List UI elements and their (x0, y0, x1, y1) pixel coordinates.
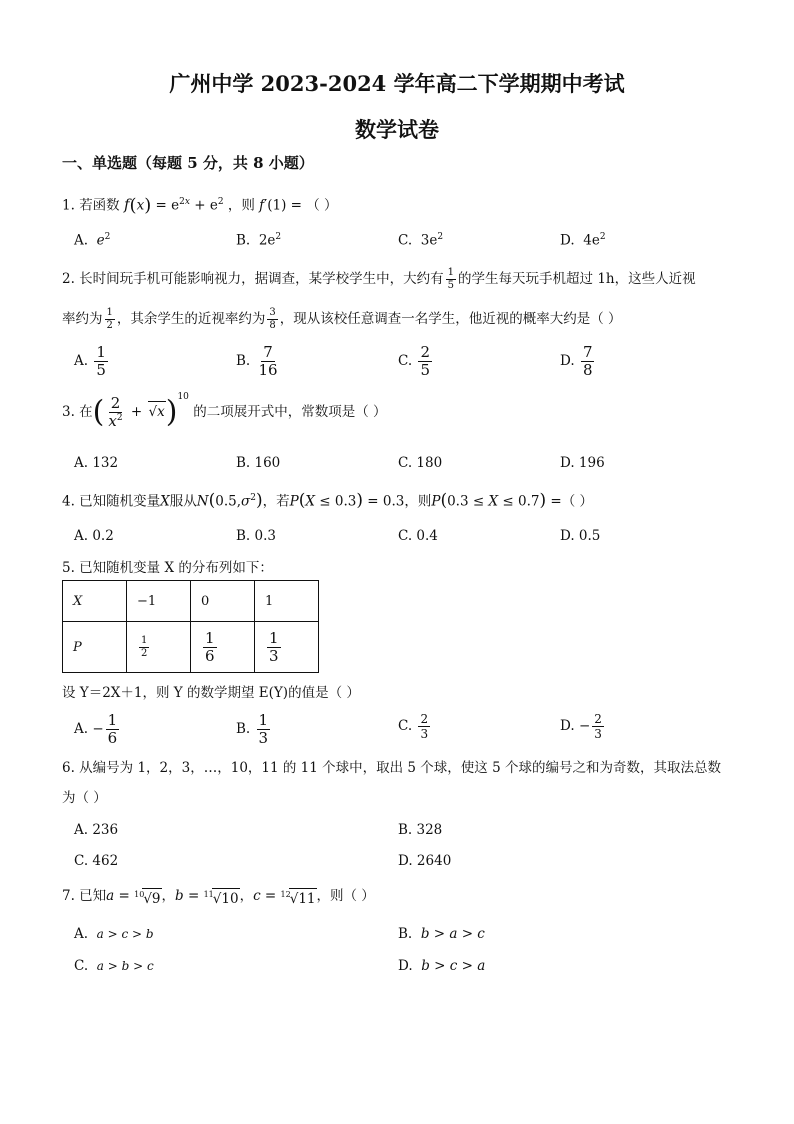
q1-option-a[interactable]: A. $e^2$ (74, 232, 111, 249)
table-cell: −1 (127, 581, 191, 622)
q4-option-d[interactable]: D. 0.5 (560, 528, 601, 544)
q1-option-b[interactable]: B. $2e^2$ (236, 232, 282, 249)
question-2-line-2: 率约为 $\frac{1}{2}$ ，其余学生的近视率约为 $\frac{3}{8}$ ，现从该校任意调查一名学生，他近视的概率大约是（ ） (62, 307, 622, 331)
question-4: 4. 已知随机变量X服从$N(0.5,\sigma^2)$，若P(X ≤ 0.3) = 0.3，则P(0.3 ≤ X ≤ 0.7) =（ ） (62, 490, 594, 511)
q5-option-d[interactable]: D. − $\frac{2}{3}$ (560, 712, 602, 741)
table-cell: P (63, 622, 127, 673)
q4-option-c[interactable]: C. 0.4 (398, 528, 438, 544)
q7-option-b[interactable]: B. b > a > c (398, 926, 485, 942)
question-6-line-1: 6. 从编号为 1，2，3，…，10，11 的 11 个球中，取出 5 个球，使这 5 个球的编号之和为奇数，其取法总数 (62, 760, 721, 776)
q7-option-c[interactable]: C. a > b > c (74, 958, 154, 974)
q5-option-a[interactable]: A. − $\frac{1}{6}$ (74, 711, 118, 747)
q4-option-a[interactable]: A. 0.2 (74, 528, 114, 544)
section-heading: 一、单选题（每题 5 分，共 8 小题） (62, 154, 314, 172)
question-3: 3. 在( $\frac{2}{x^2}$ + √x )$^{10}$ 的二项展开式中，常数项是（ ） (62, 391, 387, 430)
question-6-line-2: 为（ ） (62, 790, 107, 806)
question-5-followup: 设 Y＝2X＋1，则 Y 的数学期望 E(Y)的值是（ ） (62, 685, 360, 701)
table-cell: $\frac{1}{2}$ (127, 622, 191, 673)
q2-option-c[interactable]: C. $\frac{2}{5}$ (398, 343, 430, 379)
q7-option-d[interactable]: D. b > c > a (398, 958, 486, 974)
page-subtitle: 数学试卷 (355, 117, 439, 142)
q2-option-b[interactable]: B. $\frac{7}{16}$ (236, 343, 278, 379)
q1-post: （ ） (306, 197, 338, 214)
q1-option-d[interactable]: D. $4e^2$ (560, 232, 606, 249)
q3-option-b[interactable]: B. 160 (236, 455, 281, 471)
q1-num: 1. (62, 197, 75, 214)
question-1: 1. 若函数 $f(x) = e^{2x} + e^2$ ，则 f′(1) = （ ） (62, 195, 338, 216)
question-7: 7. 已知a = 10 √9 ，b = 11 √10 ，c = 12 √11 ，则（ ） (62, 888, 375, 907)
q6-option-a[interactable]: A. 236 (74, 822, 119, 838)
q6-option-b[interactable]: B. 328 (398, 822, 443, 838)
table-cell: 1 (255, 581, 319, 622)
table-cell: X (63, 581, 127, 622)
table-row (63, 622, 319, 673)
q5-option-c[interactable]: C. $\frac{2}{3}$ (398, 712, 429, 741)
table-row (63, 581, 319, 622)
q1-pre: 若函数 (79, 197, 120, 214)
q1-mid: ，则 (227, 197, 255, 214)
question-2-line-1: 2. 长时间玩手机可能影响视力，据调查，某学校学生中，大约有 $\frac{1}{5}$ 的学生每天玩手机超过 1h，这些人近视 (62, 267, 696, 291)
table-cell: 0 (191, 581, 255, 622)
question-5: 5. 已知随机变量 X 的分布列如下： (62, 560, 273, 576)
q6-option-d[interactable]: D. 2640 (398, 853, 452, 869)
q2-option-a[interactable]: A. $\frac{1}{5}$ (74, 343, 106, 379)
q4-option-b[interactable]: B. 0.3 (236, 528, 276, 544)
table-cell: $\frac{1}{6}$ (191, 622, 255, 673)
q1-func: f (123, 195, 130, 214)
q3-option-d[interactable]: D. 196 (560, 455, 605, 471)
distribution-table (62, 580, 319, 673)
q5-option-b[interactable]: B. $\frac{1}{3}$ (236, 711, 269, 747)
q6-option-c[interactable]: C. 462 (74, 853, 119, 869)
page-title: 广州中学 2023-2024 学年高二下学期期中考试 (169, 71, 625, 96)
table-cell: $\frac{1}{3}$ (255, 622, 319, 673)
q7-option-a[interactable]: A. a > c > b (74, 926, 154, 942)
q3-option-c[interactable]: C. 180 (398, 455, 443, 471)
q3-option-a[interactable]: A. 132 (74, 455, 119, 471)
q1-option-c[interactable]: C. $3e^2$ (398, 232, 444, 249)
q2-option-d[interactable]: D. $\frac{7}{8}$ (560, 343, 593, 379)
